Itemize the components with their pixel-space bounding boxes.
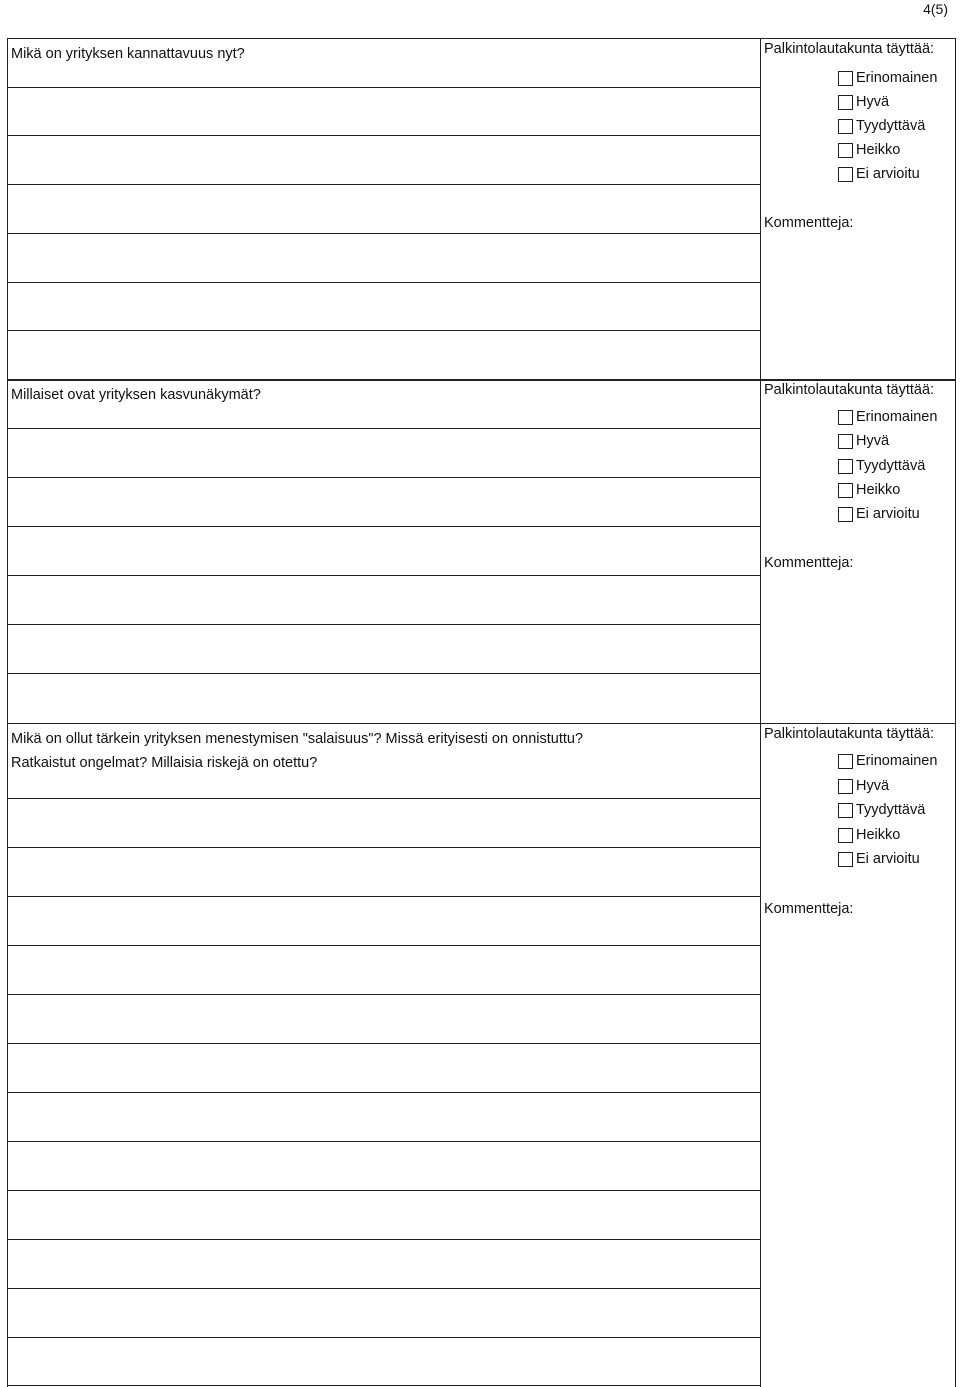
answer-line xyxy=(8,1092,760,1093)
rating-option[interactable]: Tyydyttävä xyxy=(838,114,925,138)
jury-panel xyxy=(760,380,955,723)
answer-line xyxy=(8,847,760,848)
rating-option[interactable]: Ei arvioitu xyxy=(838,162,920,186)
answer-line xyxy=(8,945,760,946)
answer-line xyxy=(8,330,760,331)
answer-area[interactable] xyxy=(8,39,761,380)
answer-line xyxy=(8,428,760,429)
checkbox[interactable] xyxy=(838,828,853,843)
answer-line xyxy=(8,477,760,478)
answer-line xyxy=(8,87,760,88)
rating-option[interactable]: Heikko xyxy=(838,823,900,847)
checkbox[interactable] xyxy=(838,95,853,110)
answer-line xyxy=(8,1385,760,1386)
jury-panel xyxy=(760,724,955,1387)
answer-line xyxy=(8,1141,760,1142)
question-text: Millaiset ovat yrityksen kasvunäkymät? xyxy=(11,387,261,403)
answer-line xyxy=(8,1190,760,1191)
answer-line xyxy=(8,673,760,674)
answer-line xyxy=(8,1239,760,1240)
jury-label: Palkintolautakunta täyttää: xyxy=(764,382,935,398)
checkbox[interactable] xyxy=(838,507,853,522)
checkbox[interactable] xyxy=(838,483,853,498)
checkbox[interactable] xyxy=(838,167,853,182)
answer-line xyxy=(8,798,760,799)
checkbox[interactable] xyxy=(838,434,853,449)
answer-line xyxy=(8,233,760,234)
answer-line xyxy=(8,896,760,897)
checkbox[interactable] xyxy=(838,754,853,769)
checkbox[interactable] xyxy=(838,71,853,86)
answer-line xyxy=(8,282,760,283)
checkbox[interactable] xyxy=(838,410,853,425)
answer-line xyxy=(8,575,760,576)
page-number: 4(5) xyxy=(923,1,948,17)
rating-option[interactable]: Ei arvioitu xyxy=(838,847,920,871)
comments-label: Kommentteja: xyxy=(764,215,854,231)
rating-option[interactable]: Heikko xyxy=(838,138,900,162)
answer-line xyxy=(8,994,760,995)
answer-line xyxy=(8,526,760,527)
checkbox[interactable] xyxy=(838,803,853,818)
question-section-2 xyxy=(7,379,956,724)
checkbox[interactable] xyxy=(838,119,853,134)
question-text: Mikä on ollut tärkein yrityksen menestymisen "salaisuus"? Missä erityisesti on onnistuttu? Ratkaistut ongelmat? Millaisia riskejä on otettu? xyxy=(11,731,584,771)
checkbox[interactable] xyxy=(838,852,853,867)
rating-option[interactable]: Tyydyttävä xyxy=(838,798,925,822)
rating-option[interactable]: Tyydyttävä xyxy=(838,454,925,478)
question-section-3 xyxy=(7,723,956,1387)
checkbox[interactable] xyxy=(838,459,853,474)
rating-option[interactable]: Erinomainen xyxy=(838,749,937,773)
rating-option[interactable]: Hyvä xyxy=(838,90,889,114)
answer-line xyxy=(8,135,760,136)
answer-line xyxy=(8,624,760,625)
comments-label: Kommentteja: xyxy=(764,555,854,571)
answer-line xyxy=(8,1043,760,1044)
jury-panel xyxy=(760,39,955,380)
rating-option[interactable]: Heikko xyxy=(838,478,900,502)
rating-option[interactable]: Hyvä xyxy=(838,774,889,798)
answer-line xyxy=(8,1337,760,1338)
answer-line xyxy=(8,1288,760,1289)
rating-option[interactable]: Erinomainen xyxy=(838,405,937,429)
answer-line xyxy=(8,184,760,185)
checkbox[interactable] xyxy=(838,779,853,794)
rating-option[interactable]: Hyvä xyxy=(838,429,889,453)
answer-area[interactable] xyxy=(8,724,761,1387)
question-section-1 xyxy=(7,38,956,381)
jury-label: Palkintolautakunta täyttää: xyxy=(764,41,935,57)
rating-option[interactable]: Erinomainen xyxy=(838,66,937,90)
comments-label: Kommentteja: xyxy=(764,901,854,917)
answer-area[interactable] xyxy=(8,380,761,723)
question-text: Mikä on yrityksen kannattavuus nyt? xyxy=(11,46,245,62)
rating-option[interactable]: Ei arvioitu xyxy=(838,502,920,526)
jury-label: Palkintolautakunta täyttää: xyxy=(764,726,935,742)
checkbox[interactable] xyxy=(838,143,853,158)
